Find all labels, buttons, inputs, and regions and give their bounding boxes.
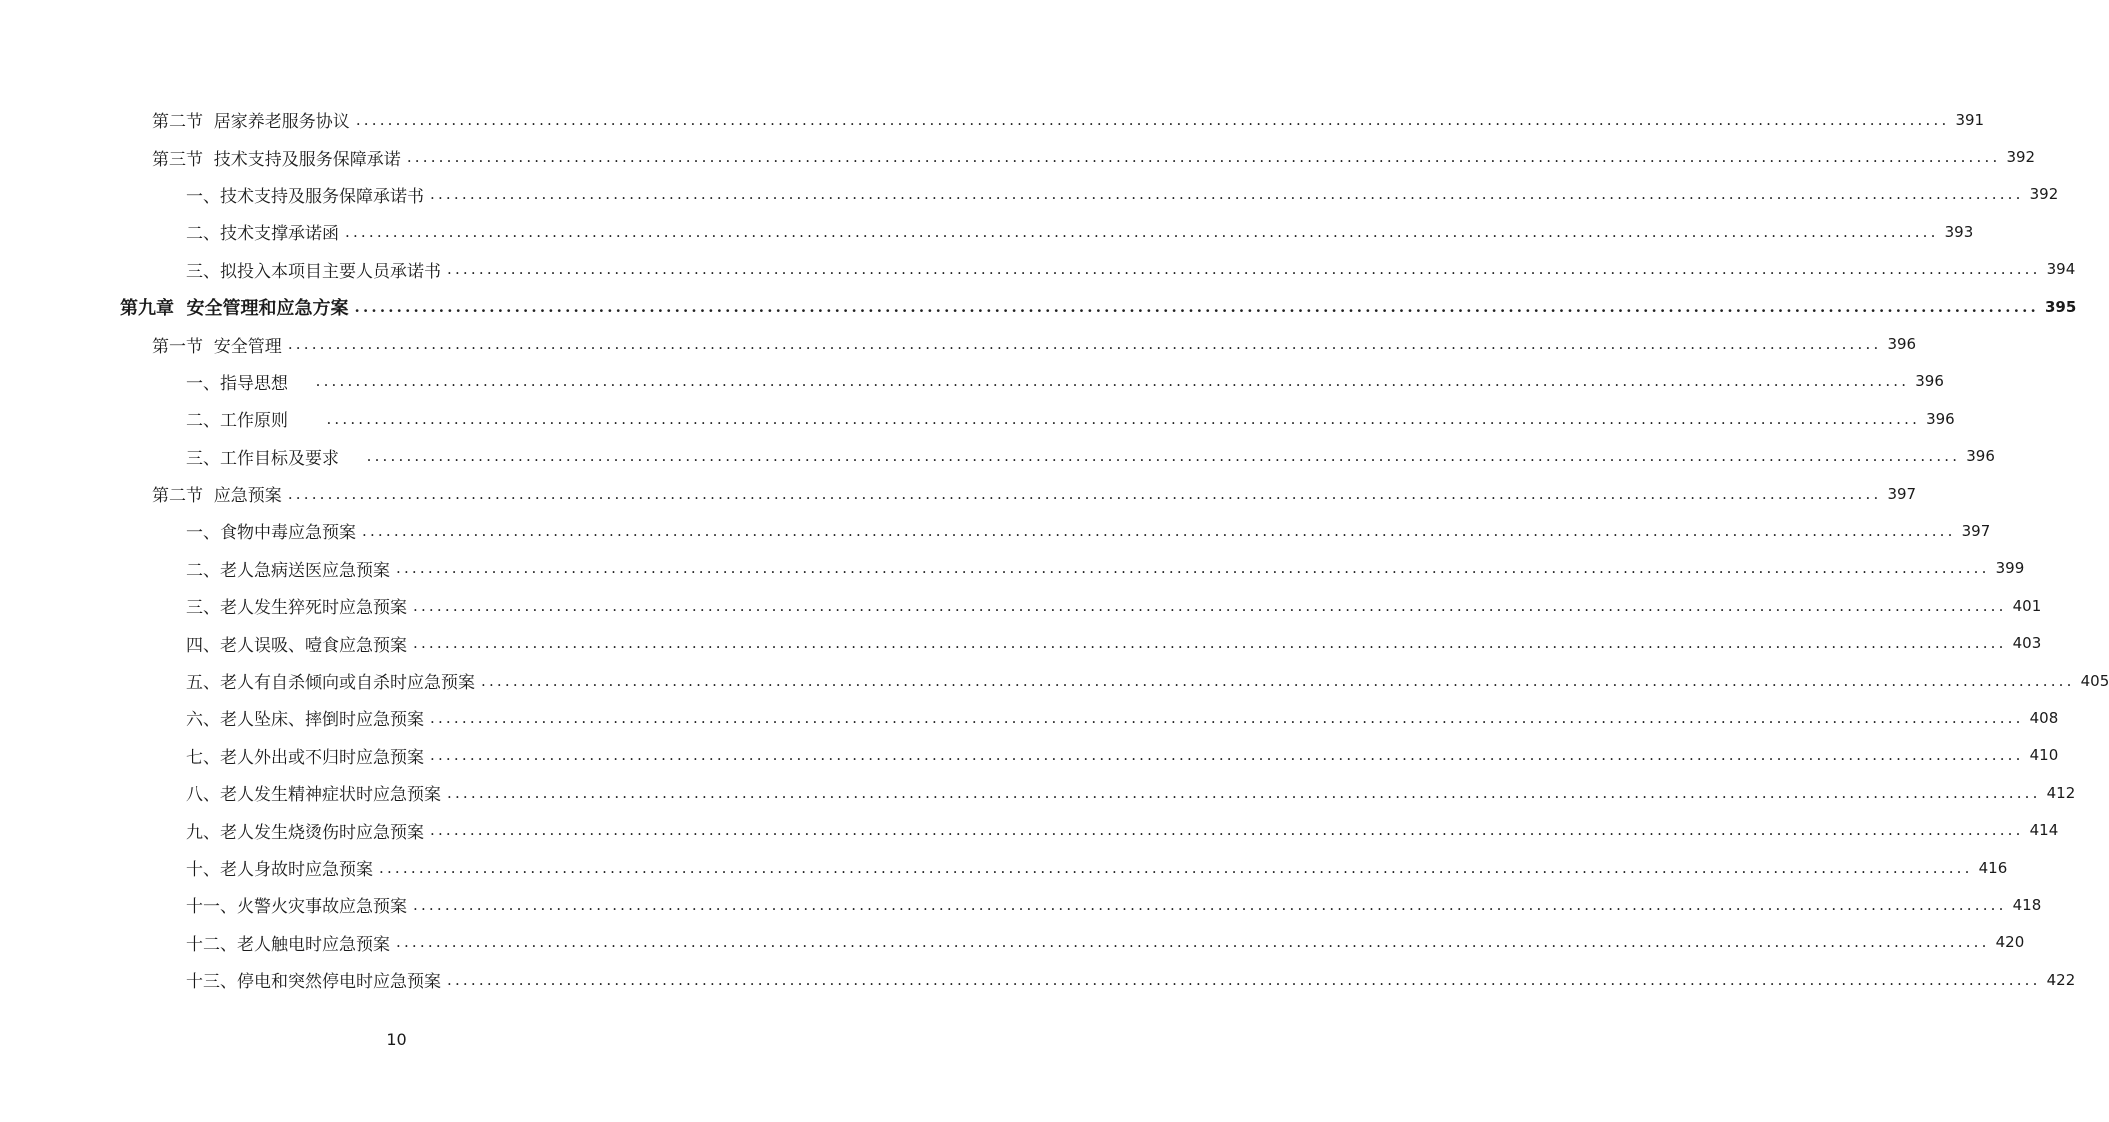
- toc-entry-page: 416: [1978, 858, 2008, 877]
- toc-dot-leader: ........................................................................................................................................................................................................: [447, 783, 2041, 802]
- toc-entry-title: 第三节 技术支持及服务保障承诺: [152, 149, 401, 170]
- toc-entry-title: 五、老人有自杀倾向或自杀时应急预案: [186, 673, 475, 694]
- toc-subsection-entry[interactable]: [0, 550, 2025, 587]
- toc-entry-page: 396: [1915, 372, 1944, 391]
- toc-entry-title: 六、老人坠床、摔倒时应急预案: [186, 710, 424, 731]
- toc-dot-leader: ........................................................................................................................................................................................................: [430, 746, 2024, 765]
- toc-entry-page: 397: [1887, 484, 1917, 503]
- toc-entry-title: 十一、火警火灾事故应急预案: [186, 897, 407, 918]
- toc-dot-leader: ........................................................................................................................................................................................................: [413, 895, 2007, 914]
- toc-dot-leader: ........................................................................................................................................................................................................: [406, 148, 2001, 167]
- toc-entry-page: 405: [2080, 671, 2109, 690]
- toc-entry-title: 一、技术支持及服务保障承诺书: [186, 186, 424, 207]
- table-of-contents: [0, 101, 2109, 998]
- toc-dot-leader: ........................................................................................................................................................................................................: [481, 671, 2075, 690]
- toc-chapter-entry[interactable]: [0, 288, 2077, 325]
- toc-dot-leader: ........................................................................................................................................................................................................: [345, 222, 1939, 241]
- toc-dot-leader: ........................................................................................................................................................................................................: [362, 521, 1956, 540]
- toc-dot-leader: ........................................................................................................................................................................................................: [379, 858, 1973, 877]
- toc-subsection-entry[interactable]: [0, 213, 1974, 250]
- toc-subsection-entry[interactable]: [0, 251, 2076, 288]
- toc-entry-page: 408: [2029, 708, 2059, 727]
- page-number: 10: [386, 1030, 407, 1049]
- toc-subsection-entry[interactable]: [0, 886, 2042, 923]
- toc-dot-leader: ........................................................................................................................................................................................................: [326, 409, 1921, 428]
- toc-entry-page: 397: [1961, 521, 1991, 540]
- toc-dot-leader: ........................................................................................................................................................................................................: [447, 970, 2041, 989]
- toc-dot-leader: ........................................................................................................................................................................................................: [396, 559, 1990, 578]
- toc-entry-title: 二、工作原则: [186, 411, 321, 432]
- toc-dot-leader: ........................................................................................................................................................................................................: [430, 185, 2024, 204]
- toc-entry-title: 第二节 应急预案: [152, 486, 282, 507]
- toc-subsection-entry[interactable]: [0, 400, 1955, 437]
- toc-entry-title: 第二节 居家养老服务协议: [152, 112, 350, 133]
- toc-entry-page: 395: [2044, 297, 2077, 316]
- toc-dot-leader: ........................................................................................................................................................................................................: [396, 933, 1990, 952]
- toc-subsection-entry[interactable]: [0, 662, 2109, 699]
- toc-dot-leader: ........................................................................................................................................................................................................: [354, 297, 2039, 316]
- toc-subsection-entry[interactable]: [0, 624, 2042, 661]
- toc-entry-title: 一、食物中毒应急预案: [186, 523, 356, 544]
- toc-entry-title: 八、老人发生精神症状时应急预案: [186, 785, 441, 806]
- toc-entry-title: 十、老人身故时应急预案: [186, 860, 373, 880]
- toc-entry-page: 422: [2046, 970, 2076, 989]
- toc-entry-title: 七、老人外出或不归时应急预案: [186, 747, 424, 768]
- toc-entry-title: 九、老人发生烧烫伤时应急预案: [186, 822, 424, 843]
- toc-dot-leader: ........................................................................................................................................................................................................: [366, 447, 1961, 466]
- toc-entry-title: 第九章 安全管理和应急方案: [120, 297, 349, 319]
- toc-entry-page: 394: [2046, 260, 2076, 279]
- toc-entry-page: 412: [2046, 783, 2076, 802]
- toc-entry-title: 二、老人急病送医应急预案: [186, 560, 390, 581]
- toc-subsection-entry[interactable]: [0, 811, 2059, 848]
- toc-subsection-entry[interactable]: [0, 512, 1991, 549]
- toc-subsection-entry[interactable]: [0, 699, 2059, 736]
- toc-entry-page: 391: [1955, 110, 1985, 129]
- toc-subsection-entry[interactable]: [0, 849, 2008, 886]
- toc-entry-title: 三、拟投入本项目主要人员承诺书: [186, 261, 441, 282]
- toc-dot-leader: ........................................................................................................................................................................................................: [287, 484, 1882, 503]
- toc-entry-title: 十二、老人触电时应急预案: [186, 934, 390, 955]
- toc-subsection-entry[interactable]: [0, 363, 1944, 400]
- toc-section-entry[interactable]: [0, 475, 1917, 512]
- toc-entry-page: 396: [1887, 335, 1917, 354]
- toc-subsection-entry[interactable]: [0, 438, 1995, 475]
- toc-dot-leader: ........................................................................................................................................................................................................: [413, 596, 2007, 615]
- toc-subsection-entry[interactable]: [0, 924, 2025, 961]
- toc-entry-page: 399: [1995, 559, 2025, 578]
- toc-entry-page: 396: [1926, 409, 1955, 428]
- toc-entry-page: 396: [1966, 447, 1995, 466]
- toc-entry-title: 三、工作目标及要求: [186, 448, 361, 469]
- toc-entry-page: 418: [2012, 895, 2042, 914]
- toc-entry-page: 401: [2012, 596, 2042, 615]
- toc-entry-page: 403: [2012, 634, 2042, 653]
- toc-subsection-entry[interactable]: [0, 737, 2059, 774]
- toc-subsection-entry[interactable]: [0, 774, 2076, 811]
- toc-entry-page: 392: [2029, 185, 2059, 204]
- toc-entry-title: 二、技术支撑承诺函: [186, 224, 339, 245]
- toc-entry-page: 393: [1944, 222, 1974, 241]
- toc-entry-title: 四、老人误吸、噎食应急预案: [186, 635, 407, 656]
- toc-entry-page: 410: [2029, 746, 2059, 765]
- toc-section-entry[interactable]: [0, 325, 1917, 362]
- toc-dot-leader: ........................................................................................................................................................................................................: [430, 708, 2024, 727]
- toc-dot-leader: ........................................................................................................................................................................................................: [287, 335, 1882, 354]
- toc-entry-title: 十三、停电和突然停电时应急预案: [186, 972, 441, 993]
- toc-subsection-entry[interactable]: [0, 176, 2059, 213]
- toc-entry-title: 三、老人发生猝死时应急预案: [186, 598, 407, 619]
- toc-dot-leader: ........................................................................................................................................................................................................: [430, 821, 2024, 840]
- toc-entry-page: 414: [2029, 821, 2059, 840]
- toc-dot-leader: ........................................................................................................................................................................................................: [355, 110, 1950, 129]
- toc-dot-leader: ........................................................................................................................................................................................................: [315, 372, 1910, 391]
- toc-dot-leader: ........................................................................................................................................................................................................: [447, 260, 2041, 279]
- toc-entry-page: 420: [1995, 933, 2025, 952]
- toc-entry-title: 一、指导思想: [186, 373, 310, 394]
- toc-entry-page: 392: [2006, 148, 2036, 167]
- toc-entry-title: 第一节 安全管理: [152, 336, 282, 357]
- toc-section-entry[interactable]: [0, 138, 2036, 175]
- toc-subsection-entry[interactable]: [0, 587, 2042, 624]
- toc-dot-leader: ........................................................................................................................................................................................................: [413, 634, 2007, 653]
- toc-section-entry[interactable]: [0, 101, 1985, 138]
- toc-subsection-entry[interactable]: [0, 961, 2076, 998]
